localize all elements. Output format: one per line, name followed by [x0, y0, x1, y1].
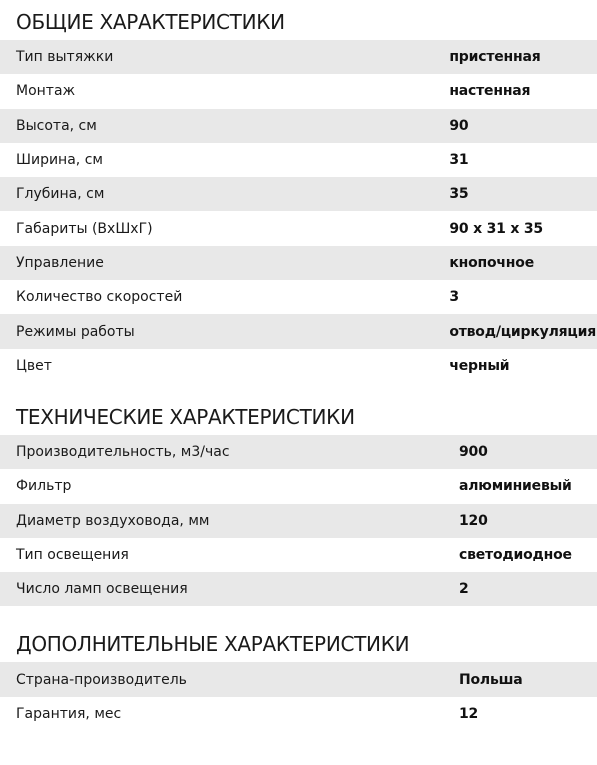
- spec-value: 12: [459, 705, 479, 722]
- spec-table-general: [0, 40, 597, 383]
- spec-row: [0, 469, 597, 503]
- spec-row: [0, 697, 597, 731]
- spec-value: 31: [449, 152, 469, 169]
- spec-row: [0, 314, 597, 348]
- spec-label: Монтаж: [16, 83, 76, 100]
- spec-label: Цвет: [16, 357, 52, 374]
- spec-value: 35: [449, 186, 469, 203]
- spec-value: 2: [459, 581, 469, 598]
- spec-row: [0, 538, 597, 572]
- spec-value: светодиодное: [459, 547, 572, 563]
- spec-row: [0, 40, 597, 74]
- spec-row: [0, 143, 597, 177]
- spec-label: Количество скоростей: [16, 289, 183, 306]
- spec-value: отвод/циркуляция: [449, 323, 596, 340]
- spec-value: Польша: [459, 671, 523, 688]
- spec-value: пристенная: [449, 49, 541, 66]
- section-additional: [0, 630, 597, 731]
- section-spacer: [0, 383, 597, 403]
- section-title-general: ОБЩИЕ ХАРАКТЕРИСТИКИ: [16, 10, 285, 34]
- section-title-additional: ДОПОЛНИТЕЛЬНЫЕ ХАРАКТЕРИСТИКИ: [16, 632, 410, 657]
- spec-label: Высота, см: [16, 117, 97, 134]
- spec-label: Производительность, м3/час: [16, 444, 230, 461]
- section-title-technical: ТЕХНИЧЕСКИЕ ХАРАКТЕРИСТИКИ: [16, 404, 355, 429]
- spec-row: [0, 177, 597, 211]
- spec-row: [0, 109, 597, 143]
- spec-label: Габариты (ВхШхГ): [16, 220, 153, 237]
- spec-row: [0, 435, 597, 469]
- spec-label: Диаметр воздуховода, мм: [16, 512, 210, 529]
- spec-value: 120: [459, 512, 488, 529]
- section-spacer: [0, 606, 597, 630]
- spec-label: Ширина, см: [16, 152, 103, 169]
- spec-value: 3: [449, 289, 459, 306]
- spec-row: [0, 246, 597, 280]
- spec-label: Страна-производитель: [16, 671, 187, 688]
- spec-table-technical: [0, 435, 597, 606]
- spec-label: Фильтр: [16, 478, 72, 495]
- spec-value: 90 x 31 x 35: [449, 220, 543, 237]
- section-technical: [0, 403, 597, 606]
- spec-table-additional: [0, 662, 597, 731]
- spec-row: [0, 74, 597, 108]
- spec-value: 90: [449, 117, 469, 134]
- spec-value: алюминиевый: [459, 478, 572, 495]
- spec-label: Управление: [16, 254, 104, 271]
- spec-label: Число ламп освещения: [16, 581, 188, 598]
- spec-label: Режимы работы: [16, 323, 135, 340]
- spec-label: Глубина, см: [16, 186, 105, 203]
- spec-row: [0, 280, 597, 314]
- spec-value: настенная: [449, 83, 531, 100]
- spec-row: [0, 504, 597, 538]
- spec-label: Гарантия, мес: [16, 705, 122, 722]
- spec-label: Тип вытяжки: [16, 49, 114, 66]
- spec-value: черный: [449, 357, 510, 374]
- spec-row: [0, 662, 597, 696]
- spec-value: 900: [459, 444, 488, 461]
- spec-row: [0, 572, 597, 606]
- spec-row: [0, 349, 597, 383]
- spec-value: кнопочное: [449, 254, 534, 271]
- spec-row: [0, 211, 597, 245]
- spec-label: Тип освещения: [16, 547, 129, 563]
